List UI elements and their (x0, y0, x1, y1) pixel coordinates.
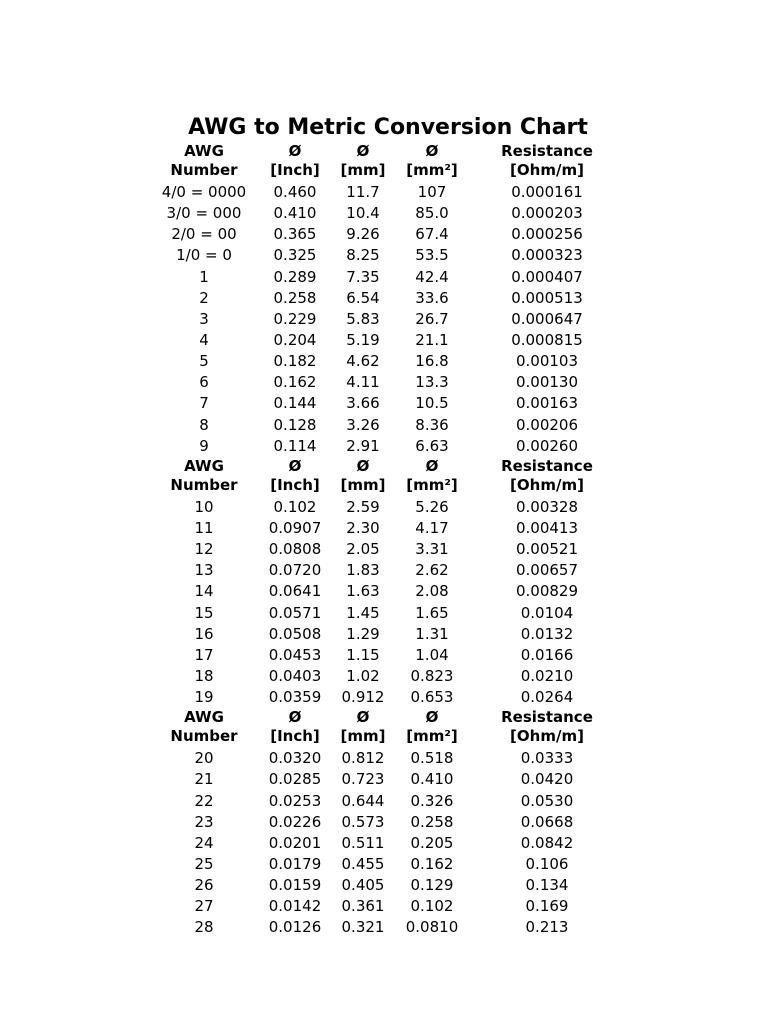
table-row (0, 791, 768, 812)
table-section (0, 708, 768, 938)
cell-awg-number: 7 (199, 394, 209, 413)
cell-diameter-inch: 0.0907 (268, 518, 322, 537)
cell-area-mm2: 4.17 (415, 518, 449, 537)
table-row (0, 666, 768, 687)
cell-diameter-mm: 7.35 (346, 267, 380, 286)
header-mm-line1: Ø (356, 456, 370, 475)
cell-resistance: 0.000407 (511, 267, 583, 286)
cell-resistance: 0.106 (525, 854, 569, 873)
cell-diameter-mm: 0.644 (341, 791, 385, 810)
table-row (0, 748, 768, 769)
cell-awg-number: 2 (199, 288, 209, 307)
cell-awg-number: 8 (199, 415, 209, 434)
header-area-mm2 (392, 457, 472, 495)
table-row (0, 560, 768, 581)
cell-area-mm2: 0.205 (410, 833, 454, 852)
cell-resistance: 0.0420 (520, 770, 574, 789)
cell-diameter-inch: 0.289 (273, 267, 317, 286)
cell-awg-number: 4/0 = 0000 (161, 183, 247, 201)
cell-awg-number: 1 (199, 267, 209, 286)
table-row (0, 769, 768, 790)
cell-diameter-mm: 2.30 (346, 518, 380, 537)
table-row (0, 896, 768, 917)
cell-awg-number: 26 (194, 876, 214, 895)
cell-area-mm2: 0.326 (410, 791, 454, 810)
cell-resistance: 0.00328 (515, 497, 579, 516)
cell-awg-number: 16 (194, 624, 214, 643)
chart-title: AWG to Metric Conversion Chart (188, 115, 588, 140)
cell-diameter-inch: 0.0508 (268, 624, 322, 643)
header-mm2-line1: Ø (425, 142, 439, 160)
cell-awg-number: 10 (194, 497, 214, 516)
cell-diameter-mm: 2.59 (346, 497, 380, 516)
cell-awg-number: 11 (194, 518, 214, 537)
header-awg-number (144, 708, 264, 746)
cell-resistance: 0.00103 (515, 352, 579, 371)
cell-diameter-mm: 3.66 (346, 394, 380, 413)
header-awg-line2: Number (170, 475, 238, 494)
table-row (0, 917, 768, 938)
cell-area-mm2: 33.6 (415, 288, 449, 307)
cell-resistance: 0.000323 (511, 246, 583, 265)
cell-diameter-mm: 10.4 (346, 204, 380, 223)
cell-diameter-inch: 0.0253 (268, 791, 322, 810)
header-mm2-line2: [mm²] (406, 475, 458, 494)
header-res-line1: Resistance (501, 708, 593, 727)
cell-diameter-inch: 0.0453 (268, 645, 322, 664)
cell-area-mm2: 53.5 (415, 246, 449, 265)
cell-area-mm2: 1.31 (415, 624, 449, 643)
cell-resistance: 0.0264 (520, 688, 574, 707)
table-row (0, 393, 768, 414)
header-mm2-line2: [mm²] (406, 727, 458, 746)
cell-diameter-inch: 0.0285 (268, 770, 322, 789)
cell-area-mm2: 42.4 (415, 267, 449, 286)
header-diameter-mm (323, 142, 403, 180)
cell-resistance: 0.00206 (515, 415, 579, 434)
cell-resistance: 0.00130 (515, 373, 579, 392)
table-header-row (0, 708, 768, 748)
table-row (0, 539, 768, 560)
header-awg-line2: Number (170, 727, 238, 746)
header-mm-line1: Ø (356, 708, 370, 727)
table-row (0, 267, 768, 288)
table-row (0, 372, 768, 393)
cell-diameter-mm: 5.83 (346, 309, 380, 328)
cell-area-mm2: 67.4 (415, 225, 449, 244)
cell-area-mm2: 6.63 (415, 436, 449, 455)
cell-diameter-inch: 0.0571 (268, 603, 322, 622)
table-row (0, 497, 768, 518)
cell-area-mm2: 16.8 (415, 352, 449, 371)
header-awg-line1: AWG (184, 708, 224, 727)
table-header-row (0, 457, 768, 497)
cell-resistance: 0.213 (525, 918, 569, 937)
cell-resistance: 0.000815 (511, 330, 583, 349)
header-awg-line1: AWG (184, 456, 224, 475)
cell-awg-number: 18 (194, 666, 214, 685)
cell-diameter-inch: 0.325 (273, 246, 317, 265)
table-row (0, 687, 768, 708)
cell-awg-number: 20 (194, 749, 214, 768)
table-row (0, 288, 768, 309)
cell-area-mm2: 0.129 (410, 876, 454, 895)
cell-resistance: 0.000647 (511, 309, 583, 328)
header-mm-line2: [mm] (340, 727, 386, 746)
cell-awg-number: 3/0 = 000 (166, 204, 242, 223)
header-diameter-mm (323, 708, 403, 746)
cell-awg-number: 1/0 = 0 (176, 246, 232, 265)
header-mm-line2: [mm] (340, 475, 386, 494)
header-awg-number (144, 457, 264, 495)
table-row (0, 603, 768, 624)
cell-diameter-inch: 0.0359 (268, 688, 322, 707)
cell-diameter-inch: 0.0126 (268, 918, 322, 937)
cell-area-mm2: 13.3 (415, 373, 449, 392)
cell-diameter-inch: 0.162 (273, 373, 317, 392)
cell-awg-number: 4 (199, 330, 209, 349)
header-area-mm2 (392, 708, 472, 746)
cell-diameter-mm: 0.321 (341, 918, 385, 937)
cell-diameter-mm: 2.91 (346, 436, 380, 455)
header-area-mm2 (392, 142, 472, 180)
table-row (0, 436, 768, 457)
cell-area-mm2: 0.410 (410, 770, 454, 789)
cell-resistance: 0.0530 (520, 791, 574, 810)
cell-diameter-inch: 0.0201 (268, 833, 322, 852)
cell-area-mm2: 107 (417, 183, 447, 201)
cell-resistance: 0.00521 (515, 540, 579, 559)
cell-diameter-inch: 0.128 (273, 415, 317, 434)
cell-diameter-inch: 0.182 (273, 352, 317, 371)
cell-awg-number: 22 (194, 791, 214, 810)
cell-awg-number: 27 (194, 897, 214, 916)
cell-area-mm2: 26.7 (415, 309, 449, 328)
header-awg-line1: AWG (184, 142, 224, 160)
table-row (0, 415, 768, 436)
header-awg-line2: Number (170, 161, 238, 179)
table-row (0, 645, 768, 666)
cell-awg-number: 17 (194, 645, 214, 664)
cell-resistance: 0.000203 (511, 204, 583, 223)
cell-diameter-mm: 1.45 (346, 603, 380, 622)
cell-diameter-mm: 4.11 (346, 373, 380, 392)
cell-area-mm2: 1.04 (415, 645, 449, 664)
cell-awg-number: 19 (194, 688, 214, 707)
table-row (0, 182, 768, 203)
cell-area-mm2: 8.36 (415, 415, 449, 434)
cell-awg-number: 24 (194, 833, 214, 852)
cell-area-mm2: 0.162 (410, 854, 454, 873)
cell-awg-number: 9 (199, 436, 209, 455)
cell-diameter-inch: 0.0159 (268, 876, 322, 895)
table-row (0, 854, 768, 875)
cell-diameter-mm: 6.54 (346, 288, 380, 307)
table-row (0, 224, 768, 245)
cell-area-mm2: 2.08 (415, 582, 449, 601)
cell-diameter-mm: 0.573 (341, 812, 385, 831)
cell-diameter-mm: 0.361 (341, 897, 385, 916)
cell-resistance: 0.000161 (511, 183, 583, 201)
cell-area-mm2: 0.518 (410, 749, 454, 768)
cell-awg-number: 15 (194, 603, 214, 622)
cell-diameter-inch: 0.0641 (268, 582, 322, 601)
cell-awg-number: 5 (199, 352, 209, 371)
cell-resistance: 0.0166 (520, 645, 574, 664)
cell-resistance: 0.134 (525, 876, 569, 895)
header-inch-line2: [Inch] (270, 727, 320, 746)
cell-area-mm2: 10.5 (415, 394, 449, 413)
cell-area-mm2: 0.258 (410, 812, 454, 831)
cell-resistance: 0.00260 (515, 436, 579, 455)
cell-diameter-mm: 2.05 (346, 540, 380, 559)
cell-diameter-mm: 1.29 (346, 624, 380, 643)
cell-area-mm2: 0.653 (410, 688, 454, 707)
cell-diameter-inch: 0.204 (273, 330, 317, 349)
header-resistance (487, 457, 607, 495)
cell-resistance: 0.0842 (520, 833, 574, 852)
cell-diameter-mm: 0.455 (341, 854, 385, 873)
cell-diameter-inch: 0.229 (273, 309, 317, 328)
cell-diameter-mm: 1.63 (346, 582, 380, 601)
header-mm2-line1: Ø (425, 456, 439, 475)
table-row (0, 518, 768, 539)
cell-diameter-inch: 0.258 (273, 288, 317, 307)
table-row (0, 330, 768, 351)
cell-resistance: 0.00829 (515, 582, 579, 601)
cell-awg-number: 25 (194, 854, 214, 873)
header-inch-line1: Ø (288, 142, 302, 160)
table-row (0, 833, 768, 854)
cell-awg-number: 21 (194, 770, 214, 789)
cell-resistance: 0.00163 (515, 394, 579, 413)
cell-diameter-mm: 0.912 (341, 688, 385, 707)
cell-resistance: 0.169 (525, 897, 569, 916)
header-mm2-line1: Ø (425, 708, 439, 727)
cell-diameter-mm: 1.15 (346, 645, 380, 664)
header-resistance (487, 142, 607, 180)
header-mm-line1: Ø (356, 142, 370, 160)
cell-diameter-mm: 1.83 (346, 561, 380, 580)
cell-diameter-inch: 0.102 (273, 497, 317, 516)
cell-diameter-mm: 0.723 (341, 770, 385, 789)
cell-diameter-mm: 4.62 (346, 352, 380, 371)
table-row (0, 203, 768, 224)
conversion-table (0, 142, 768, 939)
header-inch-line2: [Inch] (270, 161, 320, 179)
cell-diameter-mm: 11.7 (346, 183, 380, 201)
header-inch-line1: Ø (288, 708, 302, 727)
cell-diameter-inch: 0.0808 (268, 540, 322, 559)
cell-resistance: 0.0668 (520, 812, 574, 831)
cell-area-mm2: 3.31 (415, 540, 449, 559)
header-inch-line1: Ø (288, 456, 302, 475)
cell-diameter-mm: 9.26 (346, 225, 380, 244)
cell-area-mm2: 0.102 (410, 897, 454, 916)
cell-diameter-inch: 0.0720 (268, 561, 322, 580)
cell-diameter-inch: 0.0142 (268, 897, 322, 916)
cell-diameter-inch: 0.365 (273, 225, 317, 244)
cell-area-mm2: 1.65 (415, 603, 449, 622)
cell-area-mm2: 85.0 (415, 204, 449, 223)
table-row (0, 245, 768, 266)
cell-resistance: 0.0132 (520, 624, 574, 643)
cell-resistance: 0.00657 (515, 561, 579, 580)
cell-resistance: 0.0104 (520, 603, 574, 622)
cell-diameter-inch: 0.460 (273, 183, 317, 201)
cell-diameter-mm: 3.26 (346, 415, 380, 434)
cell-diameter-mm: 8.25 (346, 246, 380, 265)
cell-resistance: 0.0333 (520, 749, 574, 768)
header-diameter-mm (323, 457, 403, 495)
header-mm-line2: [mm] (340, 161, 386, 179)
header-res-line1: Resistance (501, 456, 593, 475)
cell-diameter-mm: 0.511 (341, 833, 385, 852)
table-section (0, 457, 768, 708)
cell-resistance: 0.0210 (520, 666, 574, 685)
header-resistance (487, 708, 607, 746)
cell-awg-number: 2/0 = 00 (171, 225, 237, 244)
table-row (0, 351, 768, 372)
cell-awg-number: 12 (194, 540, 214, 559)
cell-diameter-mm: 0.405 (341, 876, 385, 895)
cell-area-mm2: 2.62 (415, 561, 449, 580)
cell-resistance: 0.000513 (511, 288, 583, 307)
table-header-row (0, 142, 768, 182)
cell-awg-number: 6 (199, 373, 209, 392)
cell-diameter-mm: 1.02 (346, 666, 380, 685)
cell-diameter-mm: 0.812 (341, 749, 385, 768)
cell-awg-number: 14 (194, 582, 214, 601)
table-section (0, 142, 768, 457)
cell-area-mm2: 5.26 (415, 497, 449, 516)
table-row (0, 812, 768, 833)
cell-diameter-inch: 0.410 (273, 204, 317, 223)
header-awg-number (144, 142, 264, 180)
cell-diameter-inch: 0.114 (273, 436, 317, 455)
cell-awg-number: 28 (194, 918, 214, 937)
cell-resistance: 0.000256 (511, 225, 583, 244)
cell-area-mm2: 21.1 (415, 330, 449, 349)
cell-diameter-inch: 0.144 (273, 394, 317, 413)
cell-diameter-inch: 0.0179 (268, 854, 322, 873)
table-row (0, 309, 768, 330)
cell-resistance: 0.00413 (515, 518, 579, 537)
table-row (0, 624, 768, 645)
table-row (0, 875, 768, 896)
cell-area-mm2: 0.0810 (405, 918, 459, 937)
header-res-line2: [Ohm/m] (510, 475, 584, 494)
header-inch-line2: [Inch] (270, 475, 320, 494)
cell-awg-number: 13 (194, 561, 214, 580)
table-row (0, 581, 768, 602)
header-res-line2: [Ohm/m] (510, 161, 584, 179)
cell-awg-number: 23 (194, 812, 214, 831)
cell-diameter-inch: 0.0403 (268, 666, 322, 685)
header-res-line2: [Ohm/m] (510, 727, 584, 746)
header-res-line1: Resistance (501, 142, 593, 160)
cell-diameter-mm: 5.19 (346, 330, 380, 349)
cell-diameter-inch: 0.0320 (268, 749, 322, 768)
header-mm2-line2: [mm²] (406, 161, 458, 179)
cell-area-mm2: 0.823 (410, 666, 454, 685)
cell-diameter-inch: 0.0226 (268, 812, 322, 831)
cell-awg-number: 3 (199, 309, 209, 328)
